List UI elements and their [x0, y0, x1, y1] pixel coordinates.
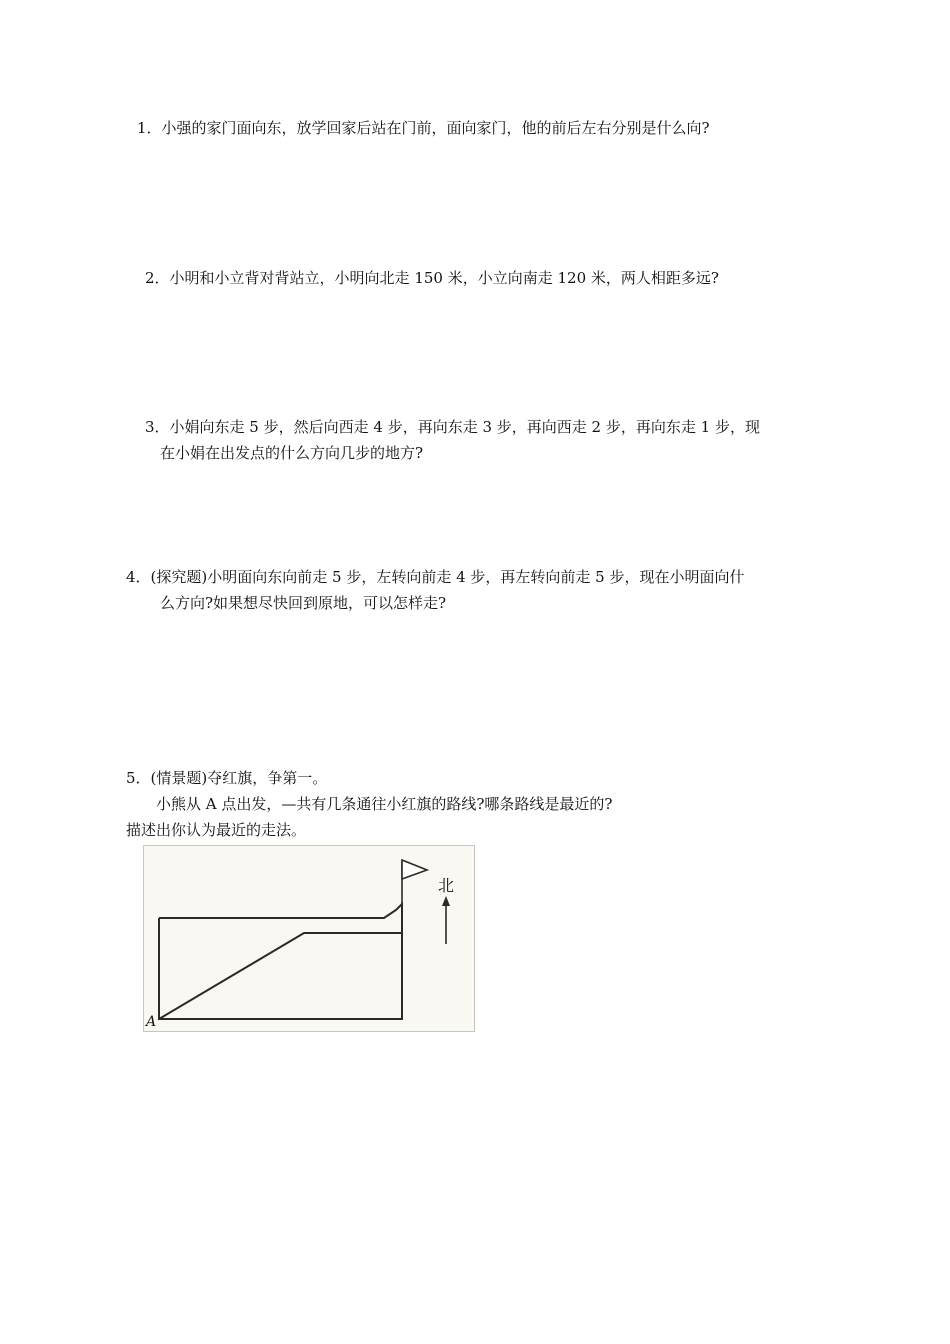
- question-2: [145, 265, 719, 291]
- flag-icon: [402, 860, 427, 879]
- question-5-line-3: 描述出你认为最近的走法。: [126, 821, 307, 839]
- route-diagonal: [159, 933, 402, 1019]
- north-label: 北: [438, 876, 455, 895]
- point-a-label: A: [146, 1014, 157, 1030]
- question-4-line-2: 么方向?如果想尽快回到原地，可以怎样走?: [160, 594, 447, 612]
- question-3-line-1: 3．小娟向东走 5 步，然后向西走 4 步，再向东走 3 步，再向西走 2 步，再向东走 1 步，现: [145, 418, 760, 436]
- question-3-line-2: 在小娟在出发点的什么方向几步的地方?: [160, 444, 424, 462]
- question-3: [145, 414, 760, 466]
- route-figure: [143, 845, 475, 1032]
- question-5: [126, 765, 612, 843]
- question-4-line-1: 4．(探究题)小明面向东向前走 5 步，左转向前走 4 步，再左转向前走 5 步，现在小明面向什: [126, 568, 745, 586]
- north-arrow-icon: [442, 896, 450, 906]
- route-top-edge: [159, 904, 402, 931]
- question-1: [137, 115, 710, 141]
- question-5-line-2: 小熊从 A 点出发，—共有几条通往小红旗的路线?哪条路线是最近的?: [156, 795, 613, 813]
- question-5-line-1: 5．(情景题)夺红旗，争第一。: [126, 769, 328, 787]
- question-1-line-1: 1．小强的家门面向东，放学回家后站在门前，面向家门，他的前后左右分别是什么向?: [137, 119, 710, 137]
- route-diagram: [144, 846, 474, 1031]
- question-4: [126, 564, 745, 616]
- question-2-line-1: 2．小明和小立背对背站立，小明向北走 150 米，小立向南走 120 米，两人相距多远?: [145, 269, 719, 287]
